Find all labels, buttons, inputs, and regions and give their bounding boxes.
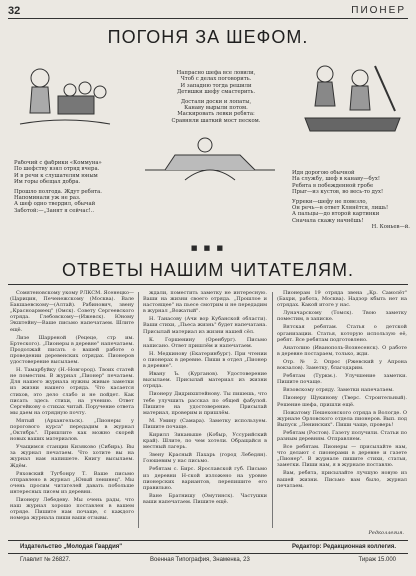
answers-column-3 — [277, 290, 407, 530]
answers-column-2 — [143, 290, 267, 530]
answer-item: Все ребятам. Пионеры — присылайте нам, что делают с пионерами в деревне и газете „Пионер". В журнале пишите стихи, статьи, заметки. Пиши нам, я в журнале поставлю. — [277, 444, 407, 469]
answer-item: Пионерам 19 отряда звена „Кр. Самолёт" (Бахри, работа, Москва). Надзор кбыть нет на отрядах. Какой итоге у нас. — [277, 290, 407, 309]
illustration-shef-speech — [10, 58, 120, 133]
column-divider — [138, 292, 139, 528]
section-title: ОТВЕТЫ НАШИМ ЧИТАТЕЛЯМ. — [61, 260, 355, 280]
poem-line: Маскировать левки ребята: — [177, 111, 255, 118]
poem-line: Им горы обещал добра. — [14, 179, 81, 186]
poem-line: Напрасно шефа все ловили, — [176, 70, 256, 76]
answer-item: Ребятам (Туркм.). Улучшение заметки. Пишите почаще. — [277, 373, 407, 386]
printer: Военная Типография, Знаменка, 23 — [150, 557, 250, 563]
illustration-digging-trap — [300, 56, 405, 136]
poem-left-block — [14, 160, 139, 214]
answer-item: К. Горшенину (Оренбург). Письмо написано. Ответ пришлём и напечатаем. — [143, 336, 267, 349]
answer-item: Пожатому Пешехонского отряда в Вологде. О журнале Орловского отдела пионеров. Вып. под Выпуск „Ленинских". Пиши чаще, проверь! — [277, 409, 407, 428]
answer-item: ждали, поместить заметку не интересную. Ваши на жизни своего отряда. „Прошлое и настоящее" на пьесе смотрим и не передадим в журнал „Вожатый". — [143, 290, 267, 315]
print-run: Тираж 15.000 — [358, 557, 396, 563]
answer-item: Кирилл Зиканыше (Кобыр, Уссурийский край). Шлите, по чем хотели. Обращайся в местный лагерь. — [143, 431, 267, 451]
answer-item: Учащимся станции Кизяково (Сибирь). Вы за журнал печатаем. Что хотите вы на журнал нам напишете. Книгу высылаем. Ждём. — [10, 444, 134, 469]
answer-item: Н. Тамарбуйку (Н.-Новгород). Твоих статей не поместим. В журнал „Пионер" печатаем. Для нашего журнала нужны живые заметки из жизни нашего отряда. Что касается стихов, это дело слабо и не пойдет. Как писать здесь стихи, на учению. Ответ Сергейкову о стихах читай. Поручение ответа мы даем на отрядную почту. — [10, 367, 134, 416]
poem-center-block — [146, 70, 286, 124]
poem-line: Ребята в побежденной гробе — [292, 182, 374, 189]
answer-item: Анатолию (Иванополь-Вознесенск). О работе в деревне постараем, только, жди. — [277, 344, 407, 357]
answers-column-1 — [10, 290, 134, 530]
answer-item: М. Умину (Самара). Заметку используем. Пишите почаще. — [143, 417, 267, 430]
poem-line: Прыг—из кустов, во весь-то дух! — [292, 189, 384, 196]
answer-item: Вязовскому отряду. Заметки напечатаем. — [283, 387, 394, 394]
answer-item: Ребятам с. Бирс. Ярославской губ. Письмо из деревни Н-ской изложено на уровне пионерских вариантов, перепишите его правильно. — [143, 466, 267, 491]
section-separator: ■ ■ ■ — [190, 244, 226, 252]
poem-line: Идя дорогою обычной — [292, 170, 355, 176]
glavlit: Главлит № 26827. — [20, 557, 71, 563]
publisher: Издательство „Молодая Гвардия" — [20, 544, 123, 550]
poem-line: А пальцы—до второй картинки — [292, 211, 380, 218]
answer-item: Ряховский Тугбонру Т. Ваше письмо отправлено в журнал „Юный ленинец". Мы очень просим читателей давать побольше интересных писем из деревни. — [10, 470, 134, 495]
poem-line: Заботой:—„Занят я сейчас!.. — [14, 207, 95, 214]
illustration-bridge — [145, 130, 275, 185]
answers-signature: Редколлегия. — [368, 530, 404, 536]
answer-item: Пионеру Щукинову (Тверс. Строительный). Решение шефа, пришли ещё. — [277, 395, 407, 408]
top-rule — [8, 18, 408, 19]
poem-line: А шеф одно твердил, обычай — [14, 201, 96, 208]
answer-item: Пионеру Лебедеву. Мы очень рады, что наш журнал хорошо поставлен в вашем отряде. Пишите нам почаще, с каждого номера журнала пиши ваши отзывы. — [10, 497, 134, 522]
poem-line: И западню тогда решили — [180, 82, 252, 89]
answer-item: Сомятеновскому укому РЛКСМ. Ясенецко—(Царицин, Печенежскому (Москва). Вале Бакшаевскому—(Алтай). Рабинович, звену „Красноармеец" (Омск). Совету Сергеевского отряда. Глебовскому—(Ижевск). Юному Экштейну—Ваше письмо напечатаем. Шлите ещё. — [10, 290, 134, 333]
poem-title: ПОГОНЯ ЗА ШЕФОМ. — [107, 27, 309, 47]
answer-item: Ивану Ъ. (Курганов). Удостоверение высылаем. Присылай материал из жизни отряда. — [143, 371, 267, 390]
poem-line: Он речь—в ответ Клянётся, лишь! — [292, 205, 389, 212]
answer-item: Мятый (Архангельск). „Пионеры у порогового курса" передадим в журнал „Октябрь". Пришлите как можно скорей новых ваших материалов. — [10, 417, 134, 443]
poem-line: Рабочий с фабрики «Коммуна» — [14, 160, 102, 166]
answer-item: Вам, ребята, присылайте лучшую новую из вашей жизни. Письмо вам было, журнал печатаем. — [277, 470, 407, 489]
answer-item: Луначарскому (Томск). Твою заметку поместим, в записке. — [277, 310, 407, 323]
poem-line: Достали доски и лопаты, — [180, 98, 252, 105]
poem-right-block — [292, 170, 410, 231]
poem-line: По шефству взял отряд вчера. — [14, 166, 100, 173]
poem-line: И в речи к слушателям юным — [14, 172, 98, 179]
answer-item: Звену Красный Пахарь (город Лебедян). Гоюшевим у нас письмо. — [143, 452, 267, 465]
answer-item: Ване Братнишу (Омутинск). Частушки ваши напечатаем. Пишите ещё. — [143, 492, 267, 505]
magazine-name: ПИОНЕР — [351, 5, 406, 16]
answer-item: Лизе Шарреной (Рецеце, стр им. Бртеского). „Пионеры в деревне" напечатаем. Продолжай писать о вашей работе о проведении деревенских отрядах. Пионеров удостоверение высылаем. — [10, 334, 134, 366]
answer-item: Ребятам (Ростов). Газету получили. Статьи по разным деревням. Отправляем. — [277, 429, 407, 442]
answer-item: Н. Медкинову (Екатеринбург). При чтении о пионерах в деревне. Пиши в отдел „Пионер в деревне". — [143, 350, 267, 370]
poem-line: Урреки—шефу не повезло, — [292, 198, 368, 205]
poem-line: Чтоб с делах поговорить. — [180, 76, 252, 83]
footer-rule-mid — [8, 553, 408, 554]
poem-line: Прошло полгода. Ждут ребята. — [14, 188, 102, 195]
editor: Редактор: Редакционная коллегия. — [291, 544, 396, 550]
footer-rule-top — [8, 540, 408, 541]
poem-signature: Н. Коньев—й. — [371, 224, 410, 231]
column-divider — [272, 292, 273, 528]
poem-line: На службу, шеф в канаву—бух! — [292, 176, 380, 183]
answer-item: Отр. № 2. Опрос (Ржевский у Апрона вокзалов). Заметку, благодарим. — [277, 358, 407, 372]
poem-line: Детишки шефу смастерить. — [176, 89, 256, 96]
answer-item: Н. Танасову (Ачи вор Кубанской области). Ваши стихи, „Пьеса жизнь" будет напечатана. Присылай материал из жизни нашей сёл. — [143, 316, 267, 335]
poem-line: Сравняли шаткий мост песком. — [171, 117, 261, 124]
poem-line: Сначала скажу начнёшь! — [292, 217, 364, 224]
answer-item: Вятская ребятам. Статья о детской организации. Статья, которую использую её, ребят. Все ребятам подготовлено. — [277, 324, 407, 343]
poem-line: Канаву вырыли потом. — [184, 105, 248, 112]
poem-line: Напоминали уж не раз. — [14, 195, 81, 202]
page-number: 32 — [8, 5, 21, 17]
answer-item: Пионеру Дидрихштейнову. Ты пишешь, что тебе улучшить рассказ по общей фабулой. Пишите на удостоверение. Присылай материал, проверим и пришлём. — [143, 391, 267, 416]
section-rule — [8, 284, 408, 285]
